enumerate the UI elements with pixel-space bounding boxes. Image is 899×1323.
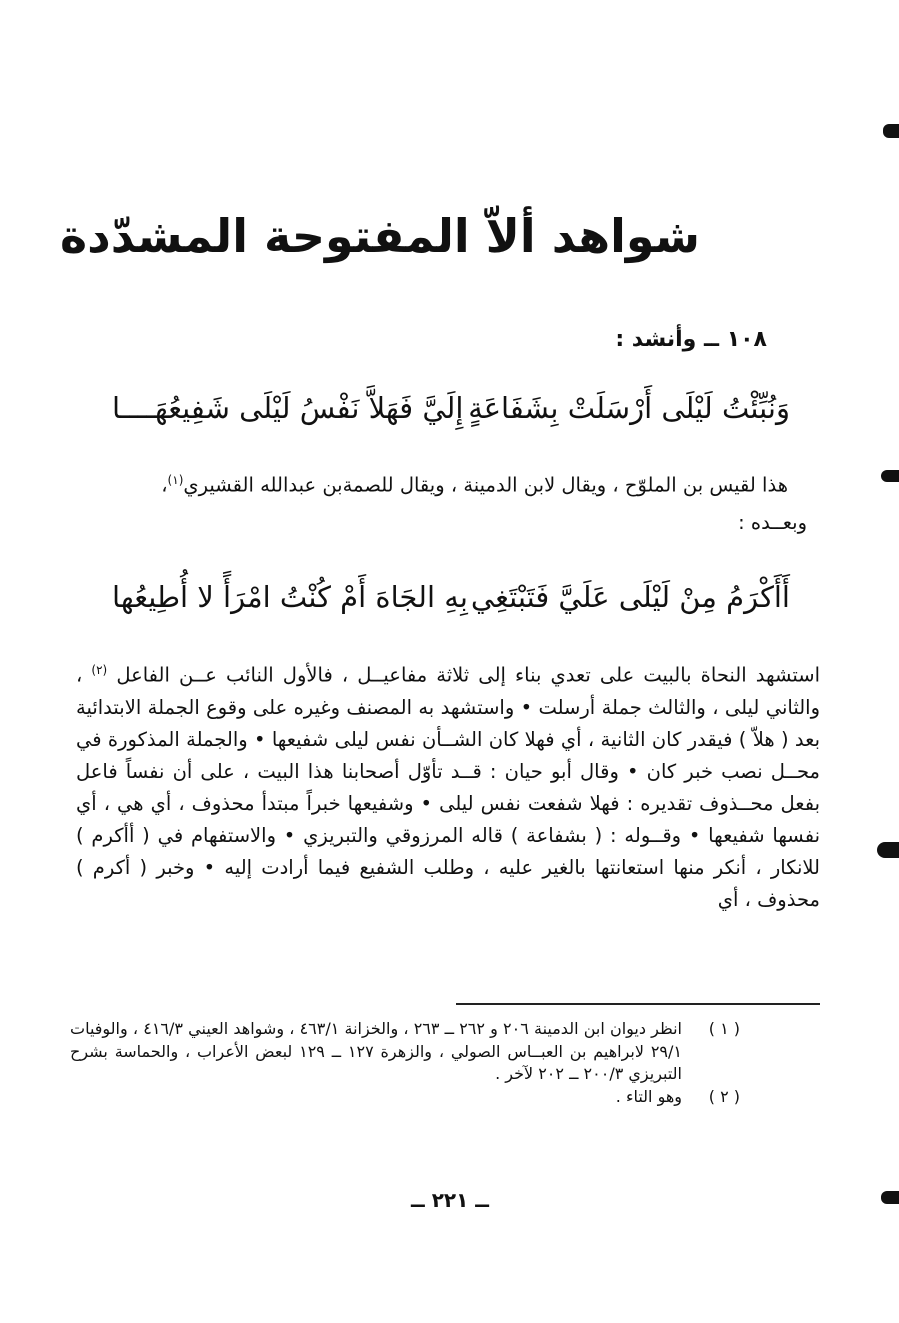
scan-edge-mark: [883, 124, 899, 138]
footnote-ref-1: (١): [167, 473, 184, 487]
scan-edge-mark: [877, 842, 899, 858]
verse-1: [100, 381, 790, 435]
footnote-divider: [456, 1003, 820, 1005]
commentary-text-part1: استشهد النحاة بالبيت على تعدي بناء إلى ثلاثة مفاعيــل ، فالأول النائب عــن الفاعل: [116, 663, 821, 687]
verse-2-first-hemistich: أَأَكْرَمُ مِنْ لَيْلَى عَلَيَّ فَتَبْتَغِي: [470, 580, 790, 614]
intro-paragraph: [76, 464, 788, 502]
verse-2: [100, 570, 790, 624]
footnote-2: [70, 1086, 746, 1109]
intro-tail: ،: [161, 473, 168, 497]
footnotes: [70, 1018, 746, 1108]
entry-heading: ١٠٨ ــ وأنشد :: [615, 327, 767, 352]
verse-1-second-hemistich: إِلَيَّ فَهَلاَّ نَفْسُ لَيْلَى شَفِيعُهَــــا: [112, 391, 464, 425]
footnote-1-text: انظر ديوان ابن الدمينة ٢٠٦ و ٢٦٢ ــ ٢٦٣ ، والخزانة ٤٦٣/١ ، وشواهد العيني ٤١٦/٣ ، والوفيات ٢٩/١ لابراهيم بن العبــاس الصولي ، والزهرة ١٢٧ ــ ١٢٩ لبعض الأعراب ، والحماسة بشرح التبريزي ٢٠٠/٣ ــ ٢٠٢ لآخر .: [70, 1019, 683, 1084]
footnote-1-number: ( ١ ): [708, 1019, 740, 1038]
commentary-paragraph: [76, 654, 820, 916]
followed-by-label: وبعــده :: [738, 511, 807, 534]
verse-2-second-hemistich: بِهِ الجَاهَ أَمْ كُنْتُ امْرَأً لا أُطِيعُها: [112, 580, 468, 614]
scan-edge-mark: [881, 470, 899, 482]
verse-1-first-hemistich: وَنُبِّئْتُ لَيْلَى أَرْسَلَتْ بِشَفَاعَةٍ: [468, 391, 790, 425]
commentary-text-part2: ، والثاني ليلى ، والثالث جملة أرسلت • واستشهد به المصنف وغيره على وقوع الجملة الابتدائية بعد ( هلاّ ) فيقدر كان الثانية ، أي فهلا كان الشــأن نفس ليلى شفيعها • والجملة المذكورة في محــل نصب خبر كان • وقال أبو حيان : قــد تأوّل أصحابنا هذا البيت ، على أن نفساً فاعل بفعل محــذوف تقديره : فهلا شفعت نفس ليلى • وشفيعها خبراً مبتدأ محذوف ، أي هي ، أي نفسها شفيعها • وقــوله : ( بشفاعة ) قاله المرزوقي والتبريزي • والاستفهام في ( أأكرم ) للانكار ، أنكر منها استعانتها بالغير عليه ، وطلب الشفيع فيما أرادت إليه • وخبر ( أكرم ) محذوف ، أي: [76, 663, 820, 911]
page-number: ــ ٢٢١ ــ: [411, 1188, 489, 1212]
scan-edge-mark: [881, 1191, 899, 1204]
chapter-title: شواهد ألاّ المفتوحة المشدّدة: [59, 209, 700, 263]
footnote-1: [70, 1018, 746, 1086]
footnote-2-text: وهو التاء .: [615, 1086, 682, 1106]
footnote-ref-2: (٢): [91, 663, 108, 677]
intro-text: هذا لقيس بن الملوّح ، ويقال لابن الدمينة ، ويقال للصمةبن عبدالله القشيري: [183, 473, 788, 497]
footnote-2-number: ( ٢ ): [708, 1086, 740, 1106]
